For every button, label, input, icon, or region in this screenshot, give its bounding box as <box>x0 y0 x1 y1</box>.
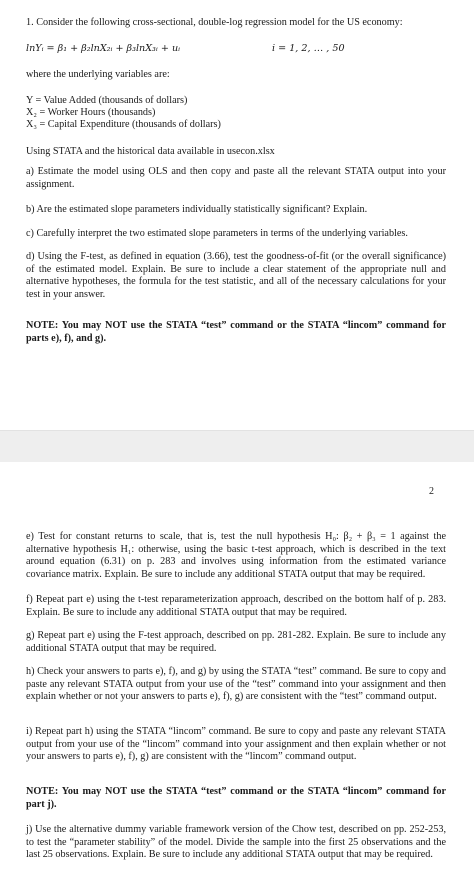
variables-intro: where the underlying variables are: <box>26 69 170 80</box>
page-number: 2 <box>429 486 434 497</box>
part-e: e) Test for constant returns to scale, that is, test the null hypothesis H₀: β₂ + β₃ = 1 against the alternative hypothesis H₁: otherwise, using the basic t-test approach, which is described in the text around equation (6.31) on p. 283 and involves using information from the estimated variance covariance matrix. Explain. Be sure to include any additional STATA output that may be required. <box>26 531 446 580</box>
data-note: Using STATA and the historical data available in usecon.xlsx <box>26 146 275 157</box>
part-f: f) Repeat part e) using the t-test reparameterization approach, described on the bottom half of p. 283. Explain. Be sure to include any additional STATA output that may be required. <box>26 594 446 618</box>
model-equation: lnYᵢ = β₁ + β₂lnX₂ᵢ + β₃lnX₃ᵢ + uᵢ <box>26 43 181 54</box>
page-1 <box>0 0 474 430</box>
variable-x3: X₃ = Capital Expenditure (thousands of dollars) <box>26 119 221 130</box>
part-a: a) Estimate the model using OLS and then copy and paste all the relevant STATA output into your assignment. <box>26 166 446 190</box>
page-separator <box>0 430 474 464</box>
part-j: j) Use the alternative dummy variable framework version of the Chow test, described on pp. 252-253, to test the “parameter stability” of the model. Divide the sample into the first 25 observations and the last 25 observations. Explain. Be sure to include any additional STATA output that may be required. <box>26 824 446 861</box>
question-intro: 1. Consider the following cross-sectional, double-log regression model for the US economy: <box>26 17 403 28</box>
part-i: i) Repeat part h) using the STATA “lincom” command. Be sure to copy and paste any relevant STATA output from your use of the “lincom” command into your assignment and then explain whether or not your answers to parts e), f), g) are consistent with the “lincom” command output. <box>26 726 446 763</box>
part-h: h) Check your answers to parts e), f), and g) by using the STATA “test” command. Be sure to copy and paste any relevant STATA output from your use of the “test” command into your assignment and then explain whether or not your answers to parts e), f), g) are consistent with the “test” command output. <box>26 666 446 703</box>
variable-x2: X₂ = Worker Hours (thousands) <box>26 107 156 118</box>
part-b: b) Are the estimated slope parameters individually statistically significant? Explain. <box>26 204 368 215</box>
note-parts-efg: NOTE: You may NOT use the STATA “test” command or the STATA “lincom” command for parts e), f), and g). <box>26 320 446 344</box>
note-part-j: NOTE: You may NOT use the STATA “test” command or the STATA “lincom” command for part j). <box>26 786 446 810</box>
part-d: d) Using the F-test, as defined in equation (3.66), test the goodness-of-fit (or the overall significance) of the estimated model. Explain. Be sure to include a clear statement of the appropriate null and alternative hypotheses, the formula for the test statistic, and all of the necessary calculations for your test in your answer. <box>26 251 446 300</box>
part-c: c) Carefully interpret the two estimated slope parameters in terms of the underlying variables. <box>26 228 408 239</box>
model-index: i = 1, 2, … , 50 <box>272 43 345 54</box>
variable-y: Y = Value Added (thousands of dollars) <box>26 95 188 106</box>
part-g: g) Repeat part e) using the F-test approach, described on pp. 281-282. Explain. Be sure to include any additional STATA output that may be required. <box>26 630 446 654</box>
page-2 <box>0 462 474 895</box>
